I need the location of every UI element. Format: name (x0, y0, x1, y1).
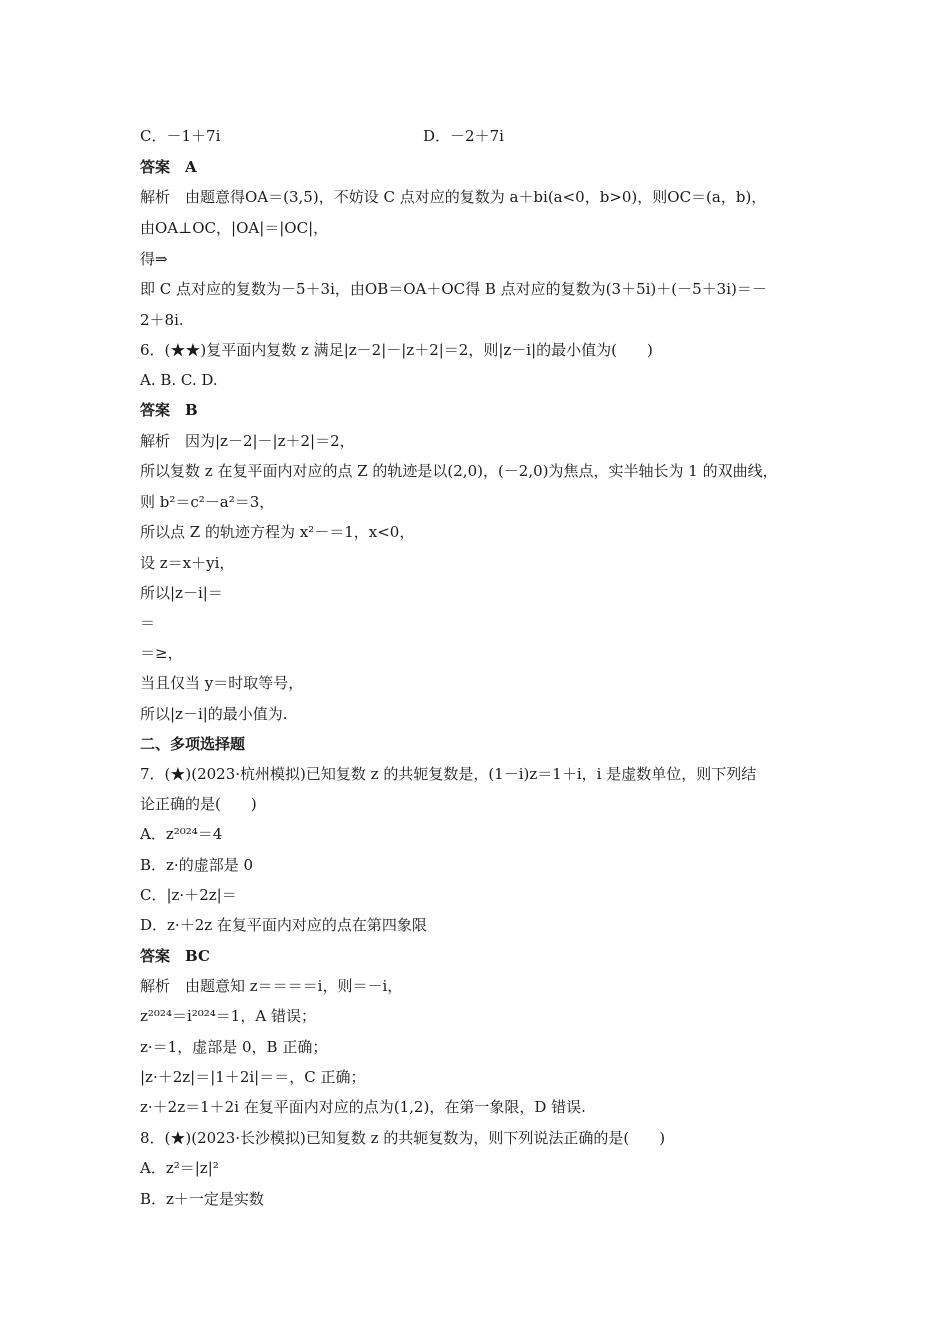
analysis-line: 解析 由题意知 z＝＝＝＝i，则＝－i， (140, 977, 403, 995)
analysis-line: 设 z＝x＋yi， (140, 554, 235, 572)
analysis-line: 2＋8i. (140, 311, 184, 329)
option-d: D．－2＋7i (423, 127, 504, 145)
question-7-option-a: A．z²⁰²⁴＝4 (140, 825, 223, 843)
analysis-line: z²⁰²⁴＝i²⁰²⁴＝1，A 错误； (140, 1007, 316, 1025)
analysis-line: 由OA⊥OC，|OA|＝|OC|， (140, 219, 329, 237)
analysis-line: |z·＋2z|＝|1＋2i|＝＝，C 正确； (140, 1068, 366, 1086)
analysis-line: 当且仅当 y＝时取等号， (140, 674, 304, 692)
question-6-options: A. B. C. D. (140, 371, 218, 389)
analysis-line: z·＋2z＝1＋2i 在复平面内对应的点为(1,2)，在第一象限，D 错误. (140, 1098, 586, 1116)
question-8-option-b: B．z＋一定是实数 (140, 1190, 264, 1208)
analysis-line: ＝ (140, 614, 156, 632)
option-c: C．－1＋7i (140, 127, 221, 145)
answer-label: 答案 A (140, 158, 197, 176)
analysis-line: 解析 因为|z－2|－|z＋2|＝2， (140, 432, 355, 450)
analysis-line: 所以|z－i|＝ (140, 584, 223, 602)
analysis-line: 所以复数 z 在复平面内对应的点 Z 的轨迹是以(2,0)，(－2,0)为焦点，实半轴长为 1 的双曲线， (140, 462, 778, 480)
answer-label: 答案 B (140, 401, 198, 419)
analysis-line: 解析 由题意得OA＝(3,5)，不妨设 C 点对应的复数为 a＋bi(a<0，b>0)，则OC＝(a，b)， (140, 188, 767, 206)
question-8-option-a: A．z²＝|z|² (140, 1159, 219, 1177)
answer-label: 答案 BC (140, 947, 210, 965)
analysis-line: 所以点 Z 的轨迹方程为 x²－＝1，x<0， (140, 523, 415, 541)
section-heading: 二、多项选择题 (140, 735, 246, 753)
question-6: 6．(★★)复平面内复数 z 满足|z－2|－|z＋2|＝2，则|z－i|的最小值为( ) (140, 341, 653, 359)
question-7: 7．(★)(2023·杭州模拟)已知复数 z 的共轭复数是，(1－i)z＝1＋i，i 是虚数单位，则下列结 (140, 765, 757, 783)
analysis-line: 所以|z－i|的最小值为. (140, 705, 288, 723)
question-7-option-b: B．z·的虚部是 0 (140, 856, 254, 874)
question-8: 8．(★)(2023·长沙模拟)已知复数 z 的共轭复数为，则下列说法正确的是( ) (140, 1129, 666, 1147)
question-7: 论正确的是( ) (140, 795, 257, 813)
analysis-line: 则 b²＝c²－a²＝3， (140, 493, 275, 511)
question-7-option-d: D．z·＋2z 在复平面内对应的点在第四象限 (140, 916, 427, 934)
analysis-line: z·＝1，虚部是 0，B 正确； (140, 1038, 328, 1056)
option-c-line (140, 126, 504, 146)
analysis-line: 得⇒ (140, 250, 168, 268)
analysis-line: 即 C 点对应的复数为－5＋3i，由OB＝OA＋OC得 B 点对应的复数为(3＋5i)＋(－5＋3i)＝－ (140, 280, 767, 298)
question-7-option-c: C．|z·＋2z|＝ (140, 886, 237, 904)
analysis-line: ＝≥， (140, 644, 183, 662)
